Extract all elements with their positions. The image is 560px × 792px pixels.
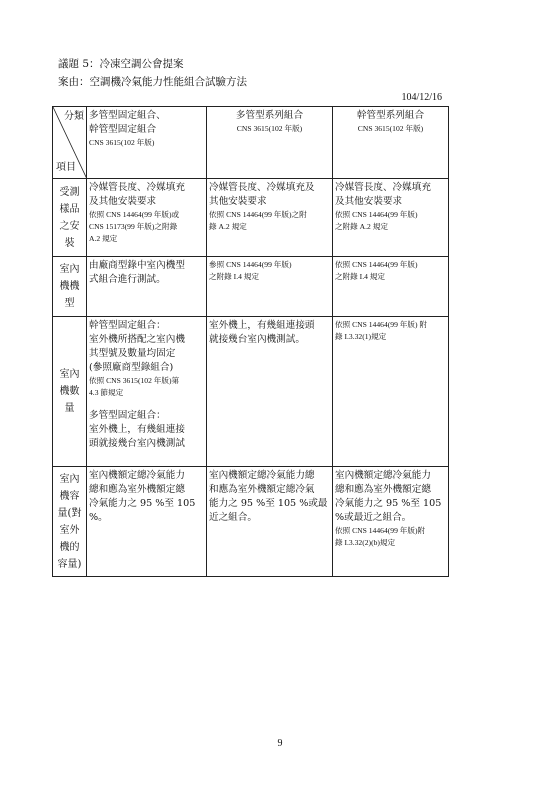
corner-category-label: 分類 (64, 111, 84, 122)
cell-standard: 錄 I.3.32(1)規定 (335, 332, 387, 341)
cell-install-duct-series (333, 179, 449, 257)
table-header-row (53, 107, 449, 179)
cell-standard: 依照 CNS 14464(99 年版) 附 (335, 320, 427, 329)
cell-text: 及其他安裝要求 (89, 196, 157, 207)
page-number: 9 (277, 738, 283, 749)
row-label-line: 樣品 (59, 203, 80, 215)
cell-capacity-multi-series (207, 467, 333, 577)
cell-text: 室內機額定總冷氣能力總 (209, 470, 315, 481)
cell-install-fixed (87, 179, 207, 257)
cell-text: 冷媒管長度、冷媒填充 (89, 182, 185, 193)
cell-standard: 錄 A.2 規定 (209, 222, 247, 231)
cell-count-multi-series (207, 317, 333, 467)
cell-capacity-duct-series (333, 467, 449, 577)
cell-text: 冷媒管長度、冷媒填充及 (209, 182, 315, 193)
header-standard: CNS 3615(102 年版) (236, 124, 303, 133)
cell-text: 冷氣能力之 95 %至 105 (89, 498, 196, 509)
row-indoor-capacity (53, 467, 449, 577)
column-header-multi-series (207, 107, 333, 179)
cell-model-duct-series (333, 257, 449, 317)
cell-standard: 依照 CNS 14464(99 年版) (335, 260, 418, 269)
row-label-indoor-count (53, 317, 87, 467)
corner-cell (53, 107, 87, 179)
row-indoor-model (53, 257, 449, 317)
test-method-table (52, 106, 449, 577)
header-standard: CNS 3615(102 年版) (357, 124, 424, 133)
header-text: 幹管型固定組合 (89, 124, 157, 135)
cell-standard: CNS 15173(99 年版)之附錄 (89, 222, 178, 231)
cell-text: 頭就接幾台室內機測試 (89, 438, 185, 449)
cell-standard: 參照 CNS 14464(99 年版) (209, 260, 292, 269)
row-label-line: 室外 (59, 524, 80, 536)
row-label-indoor-capacity (53, 467, 87, 577)
row-indoor-count (53, 317, 449, 467)
row-label-line: 室內 (59, 473, 80, 485)
spacer (89, 399, 204, 409)
row-label-indoor-model (53, 257, 87, 317)
row-label-line: 受測 (59, 186, 80, 198)
cell-text: 就接幾台室內機測試。 (209, 334, 305, 345)
row-label-line: 之安 (59, 220, 80, 232)
header-text: 多管型固定組合、 (89, 110, 166, 121)
doc-date: 104/12/16 (401, 92, 442, 103)
header-standard: CNS 3615(102 年版) (89, 138, 155, 147)
cell-model-fixed (87, 257, 207, 317)
header-text: 多管型系列組合 (235, 110, 304, 121)
cell-text: 室外機所搭配之室內機 (89, 334, 185, 345)
row-label-line: 機數 (59, 386, 80, 397)
cell-text: 室內機額定總冷氣能力 (335, 470, 431, 481)
row-label-installation (53, 179, 87, 257)
cell-text: 室外機上，有幾組連接頭 (209, 320, 315, 331)
cell-text: 其他安裝要求 (209, 196, 267, 207)
cell-text: 及其他安裝要求 (335, 196, 403, 207)
cell-text: %或最近之組合。 (335, 512, 412, 523)
row-label-line: 室內 (59, 264, 80, 275)
cell-text: (參照廠商型錄組合) (89, 362, 174, 373)
cell-text: 其型號及數量均固定 (89, 348, 176, 359)
row-label-line: 機容 (59, 490, 80, 502)
cell-text: 總和應為室外機額定總 (89, 484, 185, 495)
cell-standard: 依照 CNS 3615(102 年版)第 (89, 376, 180, 385)
row-label-line: 裝 (64, 237, 75, 249)
cell-standard: 依照 CNS 14464(99 年版)或 (89, 210, 180, 219)
cell-text: 冷氣能力之 95 %至 105 (335, 498, 442, 509)
row-label-line: 型 (64, 298, 75, 309)
cell-standard: 依照 CNS 14464(99 年版)之附 (209, 210, 307, 219)
doc-reason: 案由：空調機冷氣能力性能組合試驗方法 (58, 76, 247, 88)
cell-count-duct-series (333, 317, 449, 467)
cell-model-multi-series (207, 257, 333, 317)
cell-text: 近之組合。 (209, 512, 257, 523)
cell-standard: 之附錄 I.4 規定 (335, 272, 385, 281)
row-label-line: 機機 (59, 281, 80, 292)
cell-standard: 依照 CNS 14464(99 年版)附 (335, 526, 426, 535)
cell-standard: A.2 規定 (89, 234, 118, 243)
cell-text: 式組合進行測試。 (89, 274, 166, 285)
doc-topic: 議題 5：冷凍空調公會提案 (58, 58, 184, 70)
cell-text: 室內機額定總冷氣能力 (89, 470, 185, 481)
row-label-line: 量 (64, 403, 75, 414)
cell-text: 幹管型固定組合： (89, 320, 166, 331)
column-header-duct-series (333, 107, 449, 179)
cell-text: 能力之 95 %至 105 %或最 (209, 498, 328, 509)
cell-standard: 錄 I.3.32(2)(b)規定 (335, 538, 396, 547)
row-label-line: 機的 (59, 541, 80, 553)
cell-text: 冷媒管長度、冷媒填充 (335, 182, 431, 193)
row-installation (53, 179, 449, 257)
cell-text: 室外機上，有幾組連接 (89, 424, 185, 435)
column-header-fixed-combo (87, 107, 207, 179)
cell-standard: 之附錄 I.4 規定 (209, 272, 259, 281)
cell-text: 總和應為室外機額定總 (335, 484, 431, 495)
row-label-line: 室內 (59, 369, 80, 380)
cell-text: %。 (89, 512, 108, 523)
header-text: 幹管型系列組合 (356, 110, 425, 121)
row-label-line: 量(對 (57, 507, 82, 519)
row-label-line: 容量) (57, 558, 82, 570)
cell-standard: 依照 CNS 14464(99 年版) (335, 210, 418, 219)
cell-text: 由廠商型錄中室內機型 (89, 260, 185, 271)
cell-standard: 4.3 節規定 (89, 388, 124, 397)
cell-text: 和應為室外機額定總冷氣 (209, 484, 315, 495)
corner-item-label: 項目 (56, 162, 76, 173)
cell-count-fixed (87, 317, 207, 467)
cell-install-multi-series (207, 179, 333, 257)
cell-capacity-fixed (87, 467, 207, 577)
cell-text: 多管型固定組合： (89, 410, 166, 421)
cell-standard: 之附錄 A.2 規定 (335, 222, 388, 231)
